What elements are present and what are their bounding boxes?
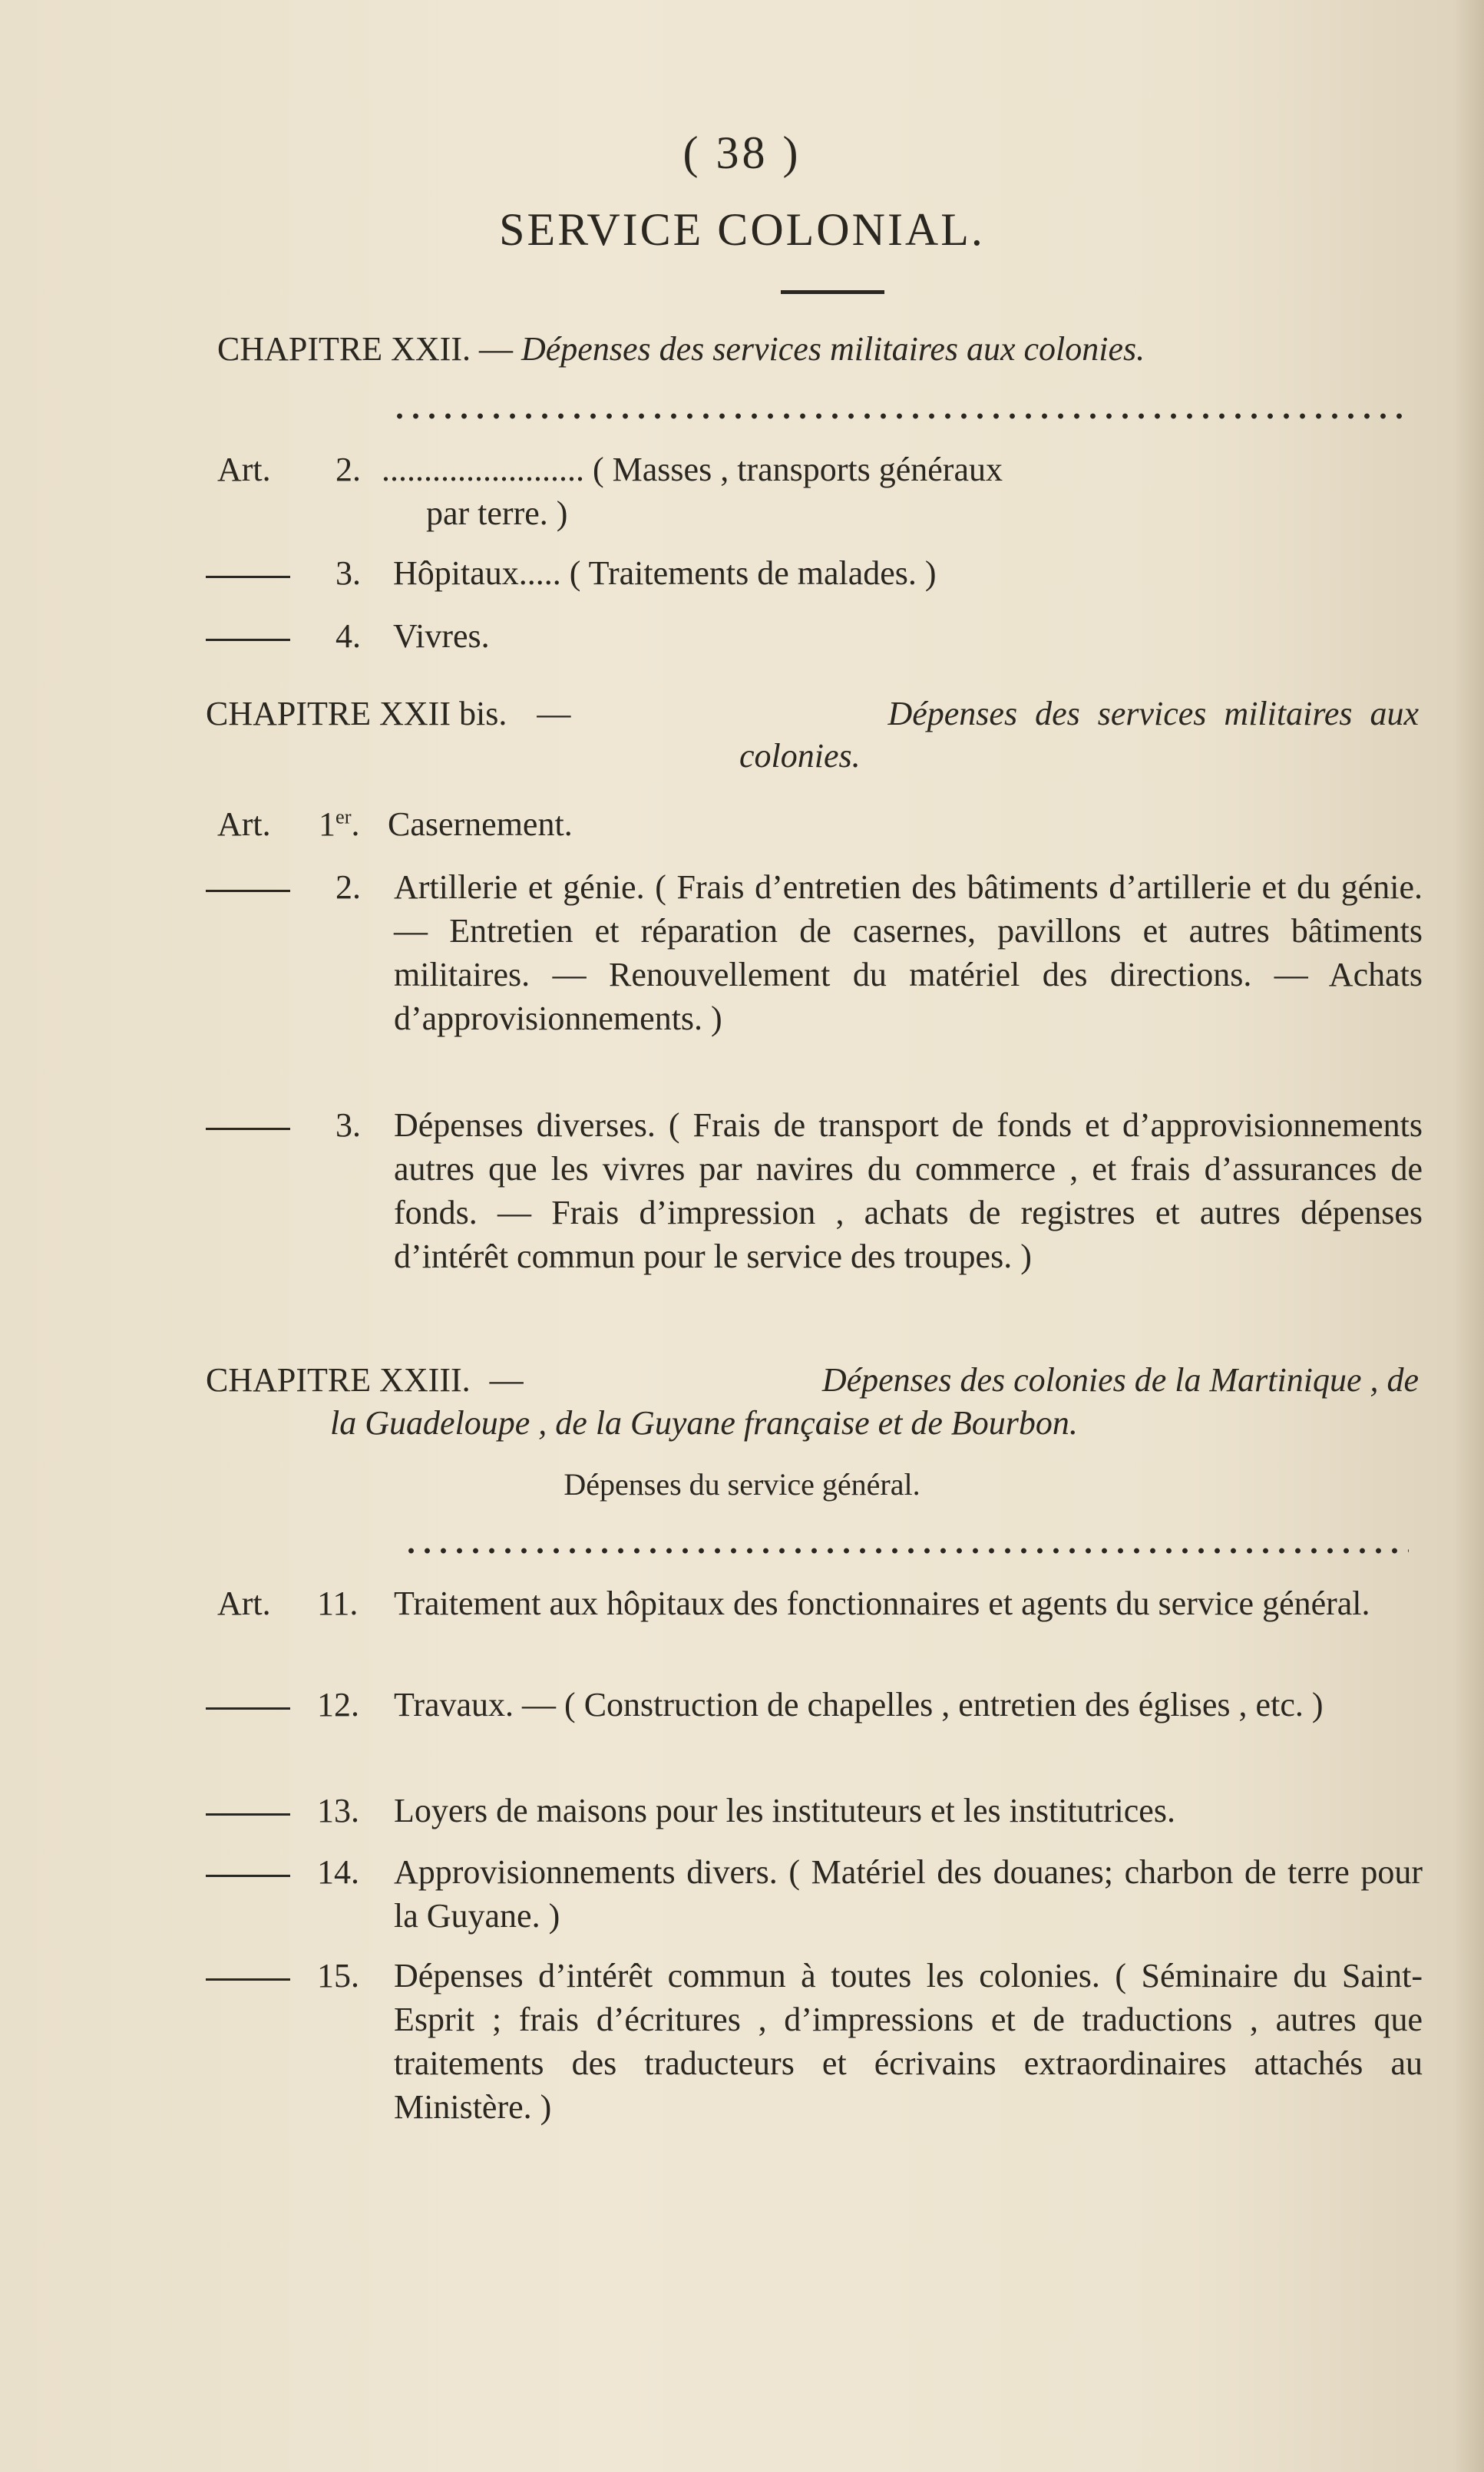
article-dash: [206, 1707, 290, 1710]
article-2-artillerie: [0, 865, 1484, 1088]
chapter-22-title: CHAPITRE XXII.: [217, 330, 471, 368]
article-14: [0, 1850, 1484, 1938]
page-number: ( 38 ): [683, 127, 801, 178]
article-number: 13.: [317, 1792, 359, 1829]
article-dash: [206, 1813, 290, 1816]
article-dash: [206, 1128, 290, 1130]
article-3-depenses: [0, 1103, 1484, 1326]
title-rule: [781, 290, 884, 294]
article-number: 15.: [317, 1957, 359, 1994]
article-continuation: par terre. ): [426, 494, 568, 532]
chapter-22-subtitle: Dépenses des services militaires aux colonies.: [521, 330, 1145, 368]
article-number: 2.: [335, 451, 361, 488]
article-lead: Art.: [217, 1585, 271, 1622]
article-12: [0, 1683, 1484, 1770]
article-dash: [206, 890, 290, 892]
article-text: Travaux. — ( Construction de chapelles , entretien des églises , etc. ): [394, 1686, 1324, 1723]
article-number: 12.: [317, 1686, 359, 1723]
article-11: [0, 1581, 1484, 1669]
chapter-23-dash: —: [489, 1361, 524, 1399]
article-text: Approvisionnements divers. ( Matériel des douanes; charbon de terre pour la Guyane. ): [394, 1853, 1423, 1935]
article-dash: [206, 576, 290, 578]
article-text: Hôpitaux..... ( Traitements de malades. ): [393, 554, 937, 592]
article-number: 14.: [317, 1853, 359, 1891]
article-number: 11.: [317, 1585, 359, 1622]
article-text: Vivres.: [393, 617, 490, 655]
article-text: ........................ ( Masses , transports généraux: [382, 451, 1003, 488]
chapter-23-heading: [206, 1357, 1419, 1442]
article-1: [0, 802, 1484, 846]
chapter-22bis-subtitle-line2: colonies.: [739, 737, 861, 775]
article-13: [0, 1789, 1484, 1833]
article-text: Dépenses diverses. ( Frais de transport de fonds et d’approvisionnements autres que les vivres par navires du commerce , et frais d’assurances de fonds. — Frais d’impression , achats de registres et autres dépenses d’intérêt commun pour le service des troupes. ): [394, 1106, 1423, 1275]
chapter-22bis-title: CHAPITRE XXII bis.: [206, 695, 507, 732]
article-3: [0, 551, 1484, 595]
chapter-23-subtitle-line2: la Guadeloupe , de la Guyane française et de Bourbon.: [330, 1404, 1078, 1442]
chapter-22-heading: [217, 326, 1415, 372]
article-15: [0, 1954, 1484, 2129]
article-text: Traitement aux hôpitaux des fonctionnaires et agents du service général.: [394, 1585, 1370, 1622]
chapter-22bis-heading: [206, 691, 1419, 775]
article-2: [0, 448, 1484, 535]
chapter-23-title: CHAPITRE XXIII.: [206, 1361, 471, 1399]
section-title: SERVICE COLONIAL.: [499, 204, 985, 255]
article-lead: Art.: [217, 451, 271, 488]
chapter-23-subtitle-line1: Dépenses des colonies de la Martinique , de: [821, 1361, 1419, 1399]
service-subheading: Dépenses du service général.: [564, 1467, 920, 1502]
article-dash: [206, 1978, 290, 1981]
article-text: Artillerie et génie. ( Frais d’entretien des bâtiments d’artillerie et du génie. — Entretien et réparation de casernes, pavillons et autres bâtiments militaires. — Renouvellement du matériel des directions. — Achats d’approvisionnements. ): [394, 868, 1423, 1037]
dotted-separator: [403, 1547, 1409, 1555]
article-number: 2.: [335, 868, 361, 906]
article-dash: [206, 639, 290, 641]
chapter-22bis-subtitle-line1: Dépenses des services militaires aux: [887, 695, 1419, 732]
article-dash: [206, 1875, 290, 1877]
dotted-separator: [392, 412, 1409, 420]
chapter-22-dash: —: [478, 330, 513, 368]
article-text: Dépenses d’intérêt commun à toutes les colonies. ( Séminaire du Saint-Esprit ; frais d’écritures , d’impressions et de traductions , autres que traitements des traducteurs et écrivains extraordinaires attachés au Ministère. ): [394, 1957, 1423, 2126]
article-number: 4.: [335, 617, 361, 655]
article-number: 3.: [335, 1106, 361, 1144]
article-number: 3.: [335, 554, 361, 592]
article-4: [0, 614, 1484, 658]
article-number: 1er.: [319, 805, 360, 843]
article-text: Casernement.: [388, 805, 573, 843]
chapter-22bis-dash: —: [537, 695, 571, 732]
article-lead: Art.: [217, 805, 271, 843]
article-text: Loyers de maisons pour les instituteurs et les institutrices.: [394, 1792, 1175, 1829]
